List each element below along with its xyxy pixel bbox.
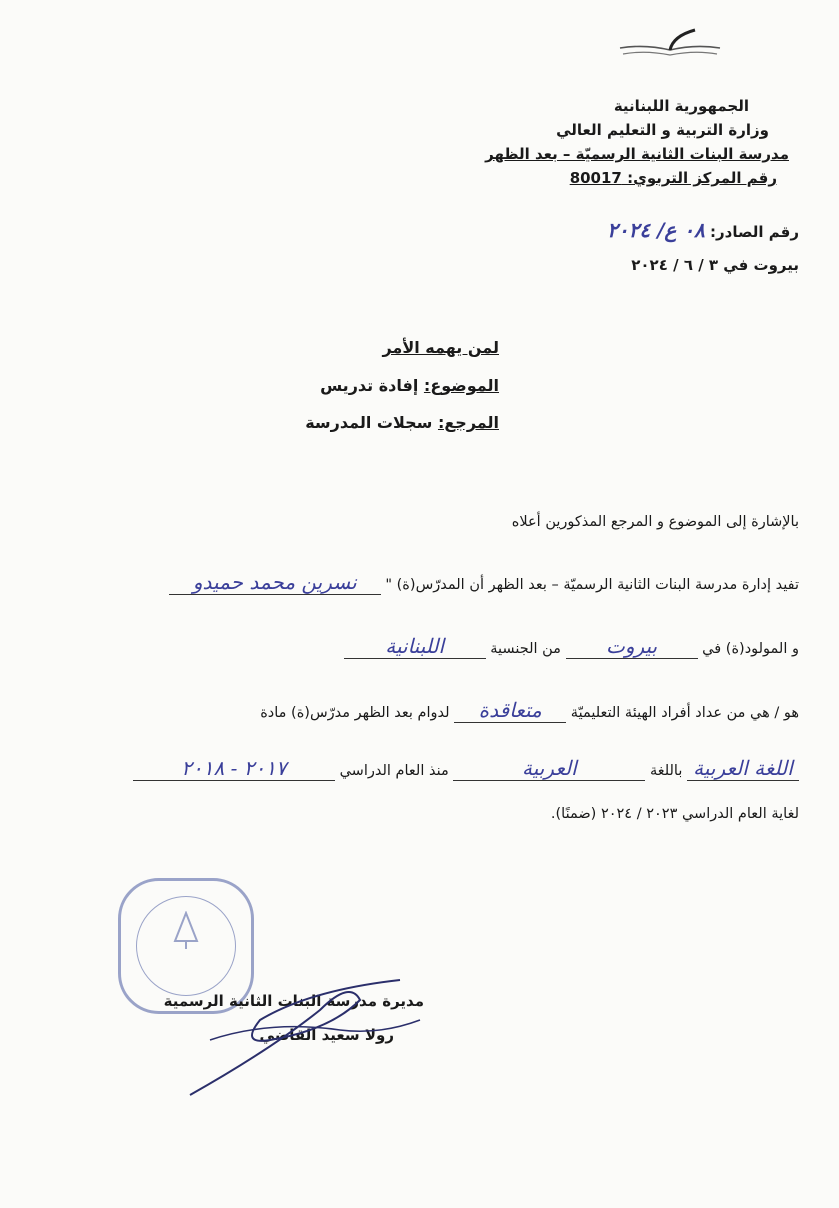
body-text: هو / هي من عداد أفراد الهيئة التعليميّة <box>570 705 799 721</box>
republic-name: الجمهورية اللبنانية <box>613 97 749 115</box>
issue-date <box>631 256 799 274</box>
signatory-name: رولا سعيد القاضي <box>259 1026 394 1044</box>
reference-label: رقم الصادر: <box>710 223 799 241</box>
body-line-4 <box>133 756 799 781</box>
school-name: مدرسة البنات الثانية الرسميّة – بعد الظهر <box>485 145 789 163</box>
body-text: لدوام بعد الظهر مدرّس(ة) مادة <box>260 705 450 721</box>
closing-line: لغاية العام الدراسي ٢٠٢٣ / ٢٠٢٤ (ضمنًا). <box>550 806 799 822</box>
subject-value: إفادة تدريس <box>320 376 419 395</box>
date-prefix: بيروت في <box>723 256 799 274</box>
handwritten-signature <box>150 960 430 1100</box>
center-number: رقم المركز التربوي: 80017 <box>569 169 777 187</box>
letterhead <box>429 94 789 190</box>
body-text: تفيد إدارة مدرسة البنات الثانية الرسميّة – بعد الظهر أن المدرّس(ة) " <box>385 577 799 593</box>
birthplace: بيروت <box>566 634 698 659</box>
body-text: و المولود(ة) في <box>702 641 799 657</box>
addressee: لمن يهمه الأمر <box>382 338 499 357</box>
signatory-title: مديرة مدرسة البنات الثانية الرسمية <box>163 992 424 1010</box>
cedar-icon <box>171 911 201 951</box>
employment-status: متعاقدة <box>454 698 566 723</box>
body-text: منذ العام الدراسي <box>339 763 449 779</box>
body-line-3 <box>260 698 799 723</box>
date-value: ٣ / ٦ / ٢٠٢٤ <box>631 256 719 274</box>
body-line-1 <box>169 570 799 595</box>
subject-label: الموضوع: <box>423 376 499 395</box>
teacher-name: نسرين محمد حميدو <box>169 570 381 595</box>
teaching-language: العربية <box>453 756 645 781</box>
body-text: من الجنسية <box>490 641 561 657</box>
body-text: باللغة <box>649 763 683 779</box>
reference-line <box>305 411 499 435</box>
intro-line: بالإشارة إلى الموضوع و المرجع المذكورين أعلاه <box>511 514 799 530</box>
since-year: ٢٠١٧ - ٢٠١٨ <box>133 756 335 781</box>
ministry-name: وزارة التربية و التعليم العالي <box>556 121 769 139</box>
ref-value: سجلات المدرسة <box>305 413 433 432</box>
ministry-logo <box>615 28 725 58</box>
reference-value: ٠٨ ع/ ٢٠٢٤ <box>607 218 705 242</box>
body-line-2 <box>344 634 799 659</box>
subject-line <box>320 374 499 398</box>
reference-number <box>607 218 799 242</box>
subject-taught: اللغة العربية <box>687 756 799 781</box>
ref-label: المرجع: <box>437 413 499 432</box>
nationality: اللبنانية <box>344 634 486 659</box>
